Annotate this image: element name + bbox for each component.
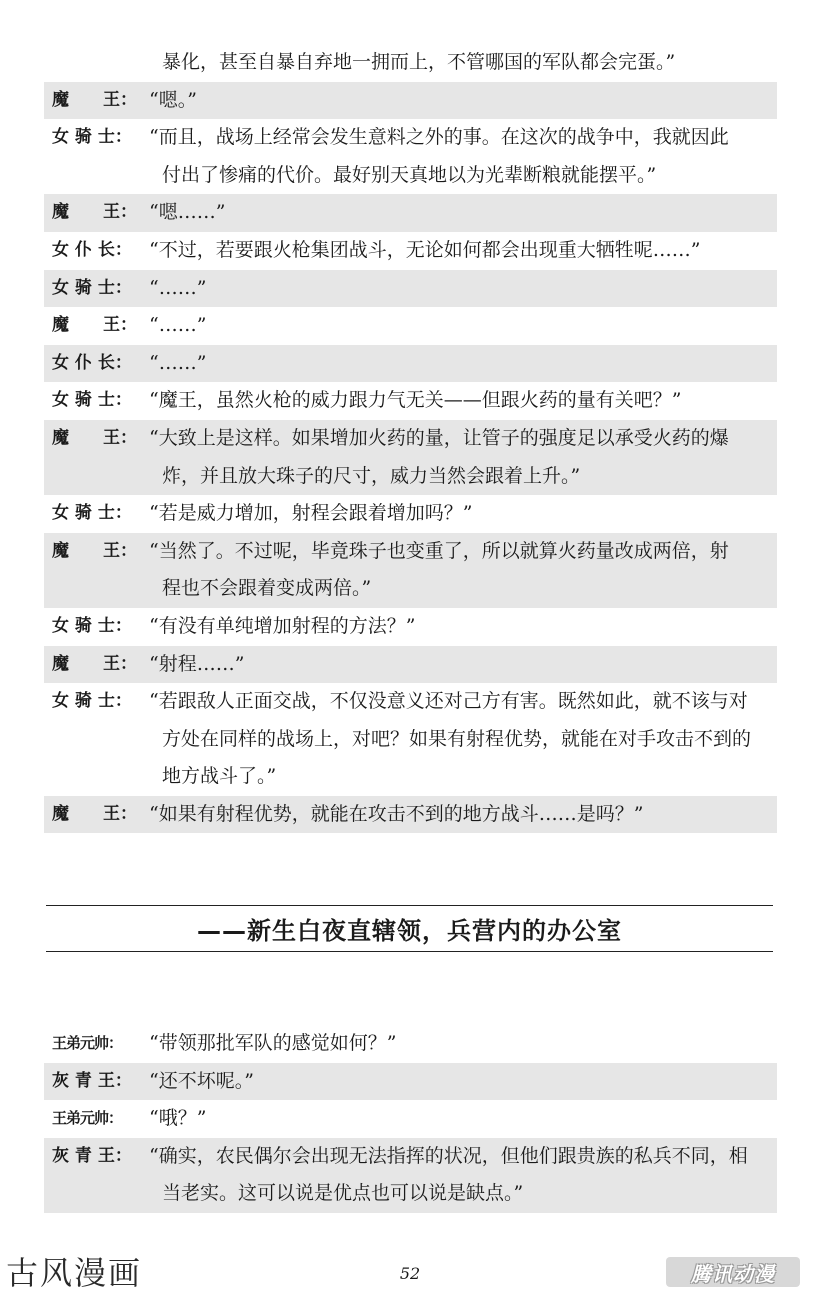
speech-line: “确实，农民偶尔会出现无法指挥的状况，但他们跟贵族的私兵不同，相	[149, 1144, 748, 1167]
speech-text	[149, 533, 777, 608]
dialogue-row	[44, 533, 777, 608]
dialogue-row	[44, 82, 777, 120]
speech-text	[149, 608, 777, 646]
speaker-label: 魔 王：	[52, 89, 137, 110]
speaker-label: 王弟元帅：	[52, 1034, 123, 1052]
speech-text	[149, 44, 777, 82]
speaker-label: 灰 青 王：	[52, 1070, 132, 1091]
dialogue-row	[44, 683, 777, 796]
dialogue-row	[44, 270, 777, 308]
speech-text	[149, 1138, 777, 1213]
speech-text	[149, 420, 777, 495]
speech-line: “不过，若要跟火枪集团战斗，无论如何都会出现重大牺牲呢……”	[149, 238, 701, 261]
speech-line: “有没有单纯增加射程的方法？”	[149, 614, 416, 637]
speaker-label	[44, 44, 149, 82]
speaker-label: 女 骑 士：	[52, 691, 132, 712]
watermark-logo-right: 腾讯动漫	[666, 1257, 800, 1287]
speaker-label: 魔 王：	[52, 315, 137, 336]
speaker-label: 女 骑 士：	[52, 127, 132, 148]
watermark-logo-left: 古风漫画	[6, 1254, 143, 1292]
speech-text	[149, 82, 777, 120]
speech-line: 炸，并且放大珠子的尺寸，威力当然会跟着上升。”	[162, 464, 581, 487]
speech-line: “哦？”	[149, 1107, 207, 1130]
speaker-label: 女 骑 士：	[52, 277, 132, 298]
speech-text	[149, 1100, 777, 1138]
speech-line: “带领那批军队的感觉如何？”	[149, 1032, 397, 1054]
speech-text	[149, 270, 777, 308]
speech-text	[149, 495, 777, 533]
speech-text	[149, 1063, 777, 1101]
dialogue-row	[44, 232, 777, 270]
speaker-label: 女 骑 士：	[52, 615, 132, 636]
speech-text	[149, 307, 777, 345]
dialogue-block-top	[44, 44, 777, 833]
speaker-label: 女 骑 士：	[52, 503, 132, 524]
speech-text	[149, 345, 777, 383]
speech-text	[149, 796, 777, 834]
speech-text	[149, 119, 777, 194]
speech-line: “如果有射程优势，就能在攻击不到的地方战斗……是吗？”	[149, 802, 644, 825]
speech-line: “……”	[149, 351, 207, 374]
speech-line: 程也不会跟着变成两倍。”	[162, 577, 372, 600]
speech-text	[149, 232, 777, 270]
section-heading: ——新生白夜直辖领，兵营内的办公室	[197, 917, 622, 945]
dialogue-row	[44, 1025, 777, 1063]
dialogue-block-bottom	[44, 1025, 777, 1213]
speaker-label: 灰 青 王：	[52, 1145, 132, 1166]
speaker-label: 女 仆 长：	[52, 352, 132, 373]
speech-text	[149, 683, 777, 796]
speech-text	[149, 382, 777, 420]
speech-line: “魔王，虽然火枪的威力跟力气无关——但跟火药的量有关吧？”	[149, 389, 682, 412]
dialogue-row	[44, 307, 777, 345]
speech-line: “而且，战场上经常会发生意料之外的事。在这次的战争中，我就因此	[149, 126, 729, 149]
dialogue-row	[44, 646, 777, 684]
speech-line: “大致上是这样。如果增加火药的量，让管子的强度足以承受火药的爆	[149, 426, 729, 449]
speech-line: 当老实。这可以说是优点也可以说是缺点。”	[162, 1182, 524, 1205]
speaker-label: 魔 王：	[52, 803, 137, 824]
dialogue-row	[44, 119, 777, 194]
speaker-label: 魔 王：	[52, 653, 137, 674]
speaker-label: 魔 王：	[52, 427, 137, 448]
speech-text	[149, 646, 777, 684]
speaker-label: 魔 王：	[52, 540, 137, 561]
speech-line: 地方战斗了。”	[162, 765, 277, 788]
dialogue-row	[44, 1100, 777, 1138]
speech-line: 暴化，甚至自暴自弃地一拥而上，不管哪国的军队都会完蛋。”	[162, 51, 676, 73]
speech-line: “还不坏呢。”	[149, 1069, 254, 1092]
speech-line: “若是威力增加，射程会跟着增加吗？”	[149, 502, 473, 525]
dialogue-row	[44, 382, 777, 420]
dialogue-row	[44, 44, 777, 82]
speech-line: “当然了。不过呢，毕竟珠子也变重了，所以就算火药量改成两倍，射	[149, 539, 729, 562]
speech-line: “嗯。”	[149, 88, 197, 111]
speaker-label: 魔 王：	[52, 202, 137, 223]
speaker-label: 女 仆 长：	[52, 239, 132, 260]
speech-text	[149, 1025, 777, 1063]
dialogue-row	[44, 345, 777, 383]
speaker-label: 王弟元帅：	[52, 1109, 123, 1128]
speech-line: “若跟敌人正面交战，不仅没意义还对己方有害。既然如此，就不该与对	[149, 690, 748, 713]
dialogue-row	[44, 1138, 777, 1213]
speech-line: 付出了惨痛的代价。最好别天真地以为光辈断粮就能摆平。”	[162, 163, 657, 186]
speech-text	[149, 194, 777, 232]
speech-line: “射程……”	[149, 652, 245, 675]
section-heading-box	[46, 905, 773, 952]
dialogue-row	[44, 194, 777, 232]
dialogue-row	[44, 495, 777, 533]
dialogue-row	[44, 608, 777, 646]
speech-line: “……”	[149, 314, 207, 337]
speech-line: “嗯……”	[149, 201, 226, 224]
dialogue-row	[44, 796, 777, 834]
dialogue-row	[44, 1063, 777, 1101]
speaker-label: 女 骑 士：	[52, 390, 132, 411]
speech-line: 方处在同样的战场上，对吧？如果有射程优势，就能在对手攻击不到的	[162, 727, 752, 750]
dialogue-row	[44, 420, 777, 495]
speech-line: “……”	[149, 276, 207, 299]
page-number: 52	[399, 1264, 421, 1283]
